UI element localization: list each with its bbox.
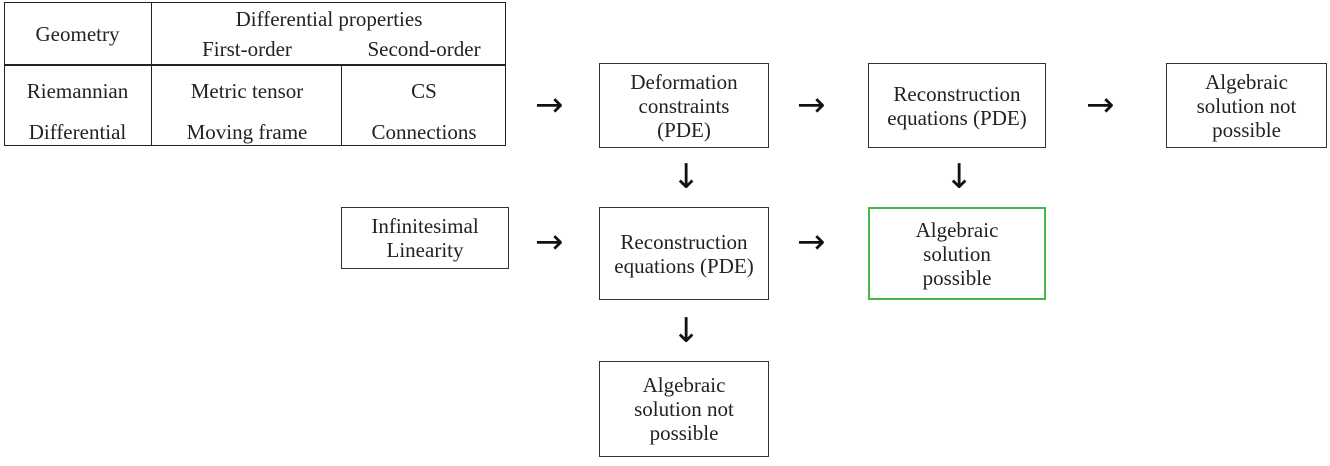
box-reconstruction-equations-top: [868, 63, 1046, 148]
arrow-down-icon: ↓: [672, 311, 701, 351]
box-reconstruction-equations-mid: [599, 207, 769, 300]
box-infinitesimal-linearity: [341, 207, 509, 269]
row-riemannian-first: Metric tensor: [190, 79, 304, 103]
table-divider-horizontal: [4, 64, 506, 66]
box-algebraic-not-bottom-label: Algebraic solution not possible: [634, 373, 734, 445]
geometry-properties-table: [4, 2, 506, 146]
arrow-right-icon: →: [535, 222, 564, 262]
box-algebraic-not-possible-bottom: [599, 361, 769, 457]
arrow-right-icon: →: [535, 85, 564, 125]
row-riemannian-second: CS: [411, 79, 437, 103]
box-algebraic-not-top-label: Algebraic solution not possible: [1196, 69, 1297, 142]
arrow-right-icon: →: [797, 85, 826, 125]
box-deformation-constraints: [599, 63, 769, 148]
box-algebraic-not-possible-top: [1166, 63, 1327, 148]
box-reconstruction-mid-label: Reconstruction equations (PDE): [614, 229, 754, 278]
arrow-down-icon: ↓: [945, 157, 974, 197]
header-differential-properties: Differential properties: [235, 7, 423, 31]
box-algebraic-possible-label: Algebraic solution possible: [915, 217, 999, 290]
arrow-right-icon: →: [797, 222, 826, 262]
arrow-down-icon: ↓: [672, 157, 701, 197]
box-deformation-label: Deformation constraints (PDE): [630, 69, 738, 142]
arrow-right-icon: →: [1086, 85, 1115, 125]
box-algebraic-possible: [868, 207, 1046, 300]
row-riemannian-geometry: Riemannian: [26, 79, 129, 103]
box-reconstruction-top-label: Reconstruction equations (PDE): [887, 81, 1027, 130]
row-differential-geometry: Differential: [28, 120, 127, 144]
header-first-order: First-order: [202, 37, 292, 61]
header-second-order: Second-order: [367, 37, 481, 61]
row-differential-second: Connections: [371, 120, 477, 144]
box-infinitesimal-label: Infinitesimal Linearity: [371, 214, 479, 262]
row-differential-first: Moving frame: [186, 120, 308, 144]
header-geometry: Geometry: [35, 22, 120, 46]
